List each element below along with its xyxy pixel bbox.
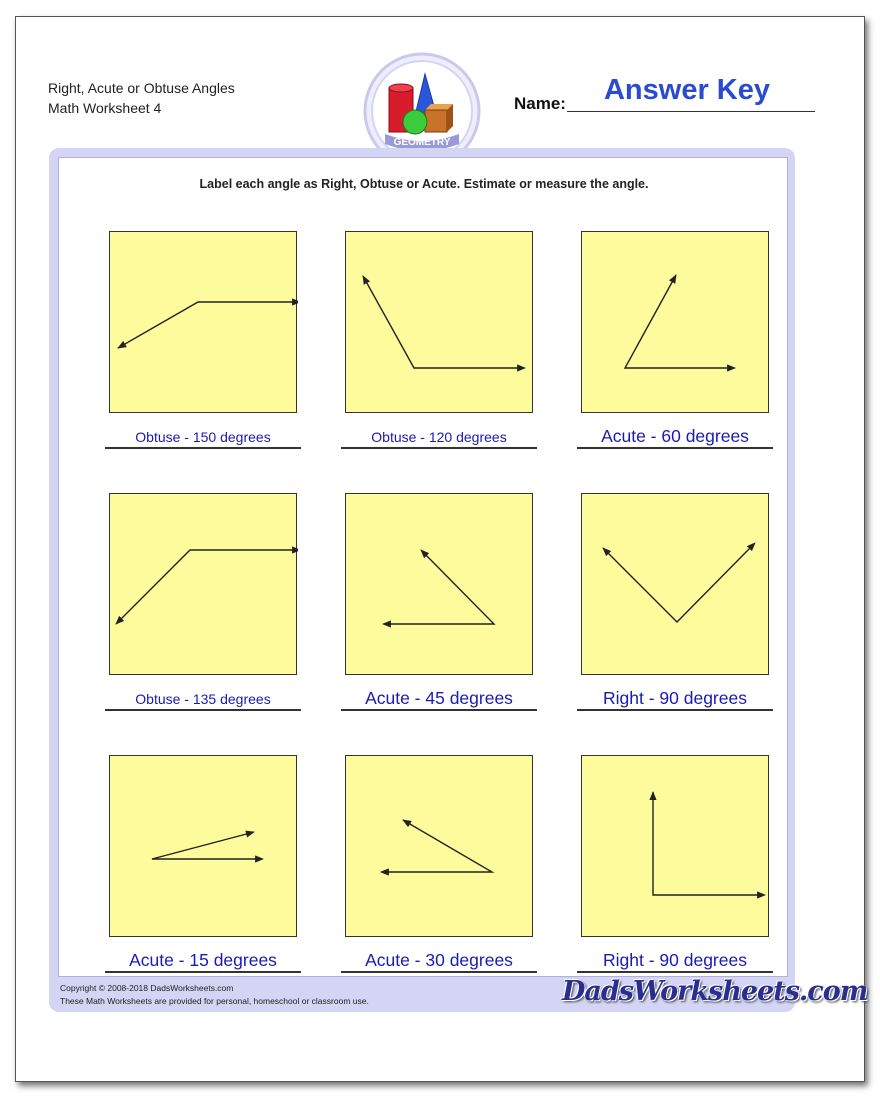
worksheet-subtitle: Math Worksheet 4 bbox=[48, 100, 162, 116]
answer-text: Obtuse - 120 degrees bbox=[371, 429, 507, 445]
angle-box bbox=[345, 493, 533, 675]
answer-line bbox=[577, 447, 773, 449]
answer-text: Acute - 30 degrees bbox=[365, 950, 513, 970]
angle-box bbox=[109, 755, 297, 937]
answer-key-text: Answer Key bbox=[603, 74, 770, 106]
worksheet-title: Right, Acute or Obtuse Angles bbox=[48, 80, 235, 96]
angle-figure bbox=[346, 232, 534, 414]
angle-box bbox=[581, 755, 769, 937]
angle-figure bbox=[346, 494, 534, 676]
angle-figure bbox=[582, 494, 770, 676]
name-label: Name: bbox=[514, 94, 566, 113]
angle-figure bbox=[110, 232, 298, 414]
angle-box bbox=[109, 493, 297, 675]
dadsworksheets-logo: DadsWorksheets.com bbox=[562, 976, 868, 1007]
answer-line bbox=[341, 971, 537, 973]
angle-figure bbox=[582, 756, 770, 938]
angle-figure bbox=[110, 494, 298, 676]
instruction-text: Label each angle as Right, Obtuse or Acute. Estimate or measure the angle. bbox=[199, 177, 649, 191]
logo-text: GEOMETRY bbox=[393, 137, 451, 148]
angle-box bbox=[581, 231, 769, 413]
answer-line bbox=[577, 709, 773, 711]
answer-text: Acute - 45 degrees bbox=[365, 688, 513, 708]
angle-figure bbox=[110, 756, 298, 938]
answer-line bbox=[105, 447, 301, 449]
answer-text: Acute - 60 degrees bbox=[601, 426, 749, 446]
angle-box bbox=[345, 755, 533, 937]
angle-box bbox=[345, 231, 533, 413]
answer-line bbox=[341, 709, 537, 711]
answer-line bbox=[105, 971, 301, 973]
angle-box bbox=[109, 231, 297, 413]
answer-text: Right - 90 degrees bbox=[603, 688, 747, 708]
answer-text: Acute - 15 degrees bbox=[129, 950, 277, 970]
answer-line bbox=[341, 447, 537, 449]
angle-figure bbox=[346, 756, 534, 938]
answer-text: Obtuse - 135 degrees bbox=[135, 691, 271, 707]
answer-text: Obtuse - 150 degrees bbox=[135, 429, 271, 445]
copyright-text: Copyright © 2008-2018 DadsWorksheets.com bbox=[60, 983, 234, 993]
angle-figure bbox=[582, 232, 770, 414]
angle-box bbox=[581, 493, 769, 675]
usage-note: These Math Worksheets are provided for personal, homeschool or classroom use. bbox=[60, 996, 369, 1006]
answer-line bbox=[577, 971, 773, 973]
footer-copyright bbox=[60, 982, 369, 1008]
answer-text: Right - 90 degrees bbox=[603, 950, 747, 970]
answer-line bbox=[105, 709, 301, 711]
name-line bbox=[567, 111, 815, 112]
